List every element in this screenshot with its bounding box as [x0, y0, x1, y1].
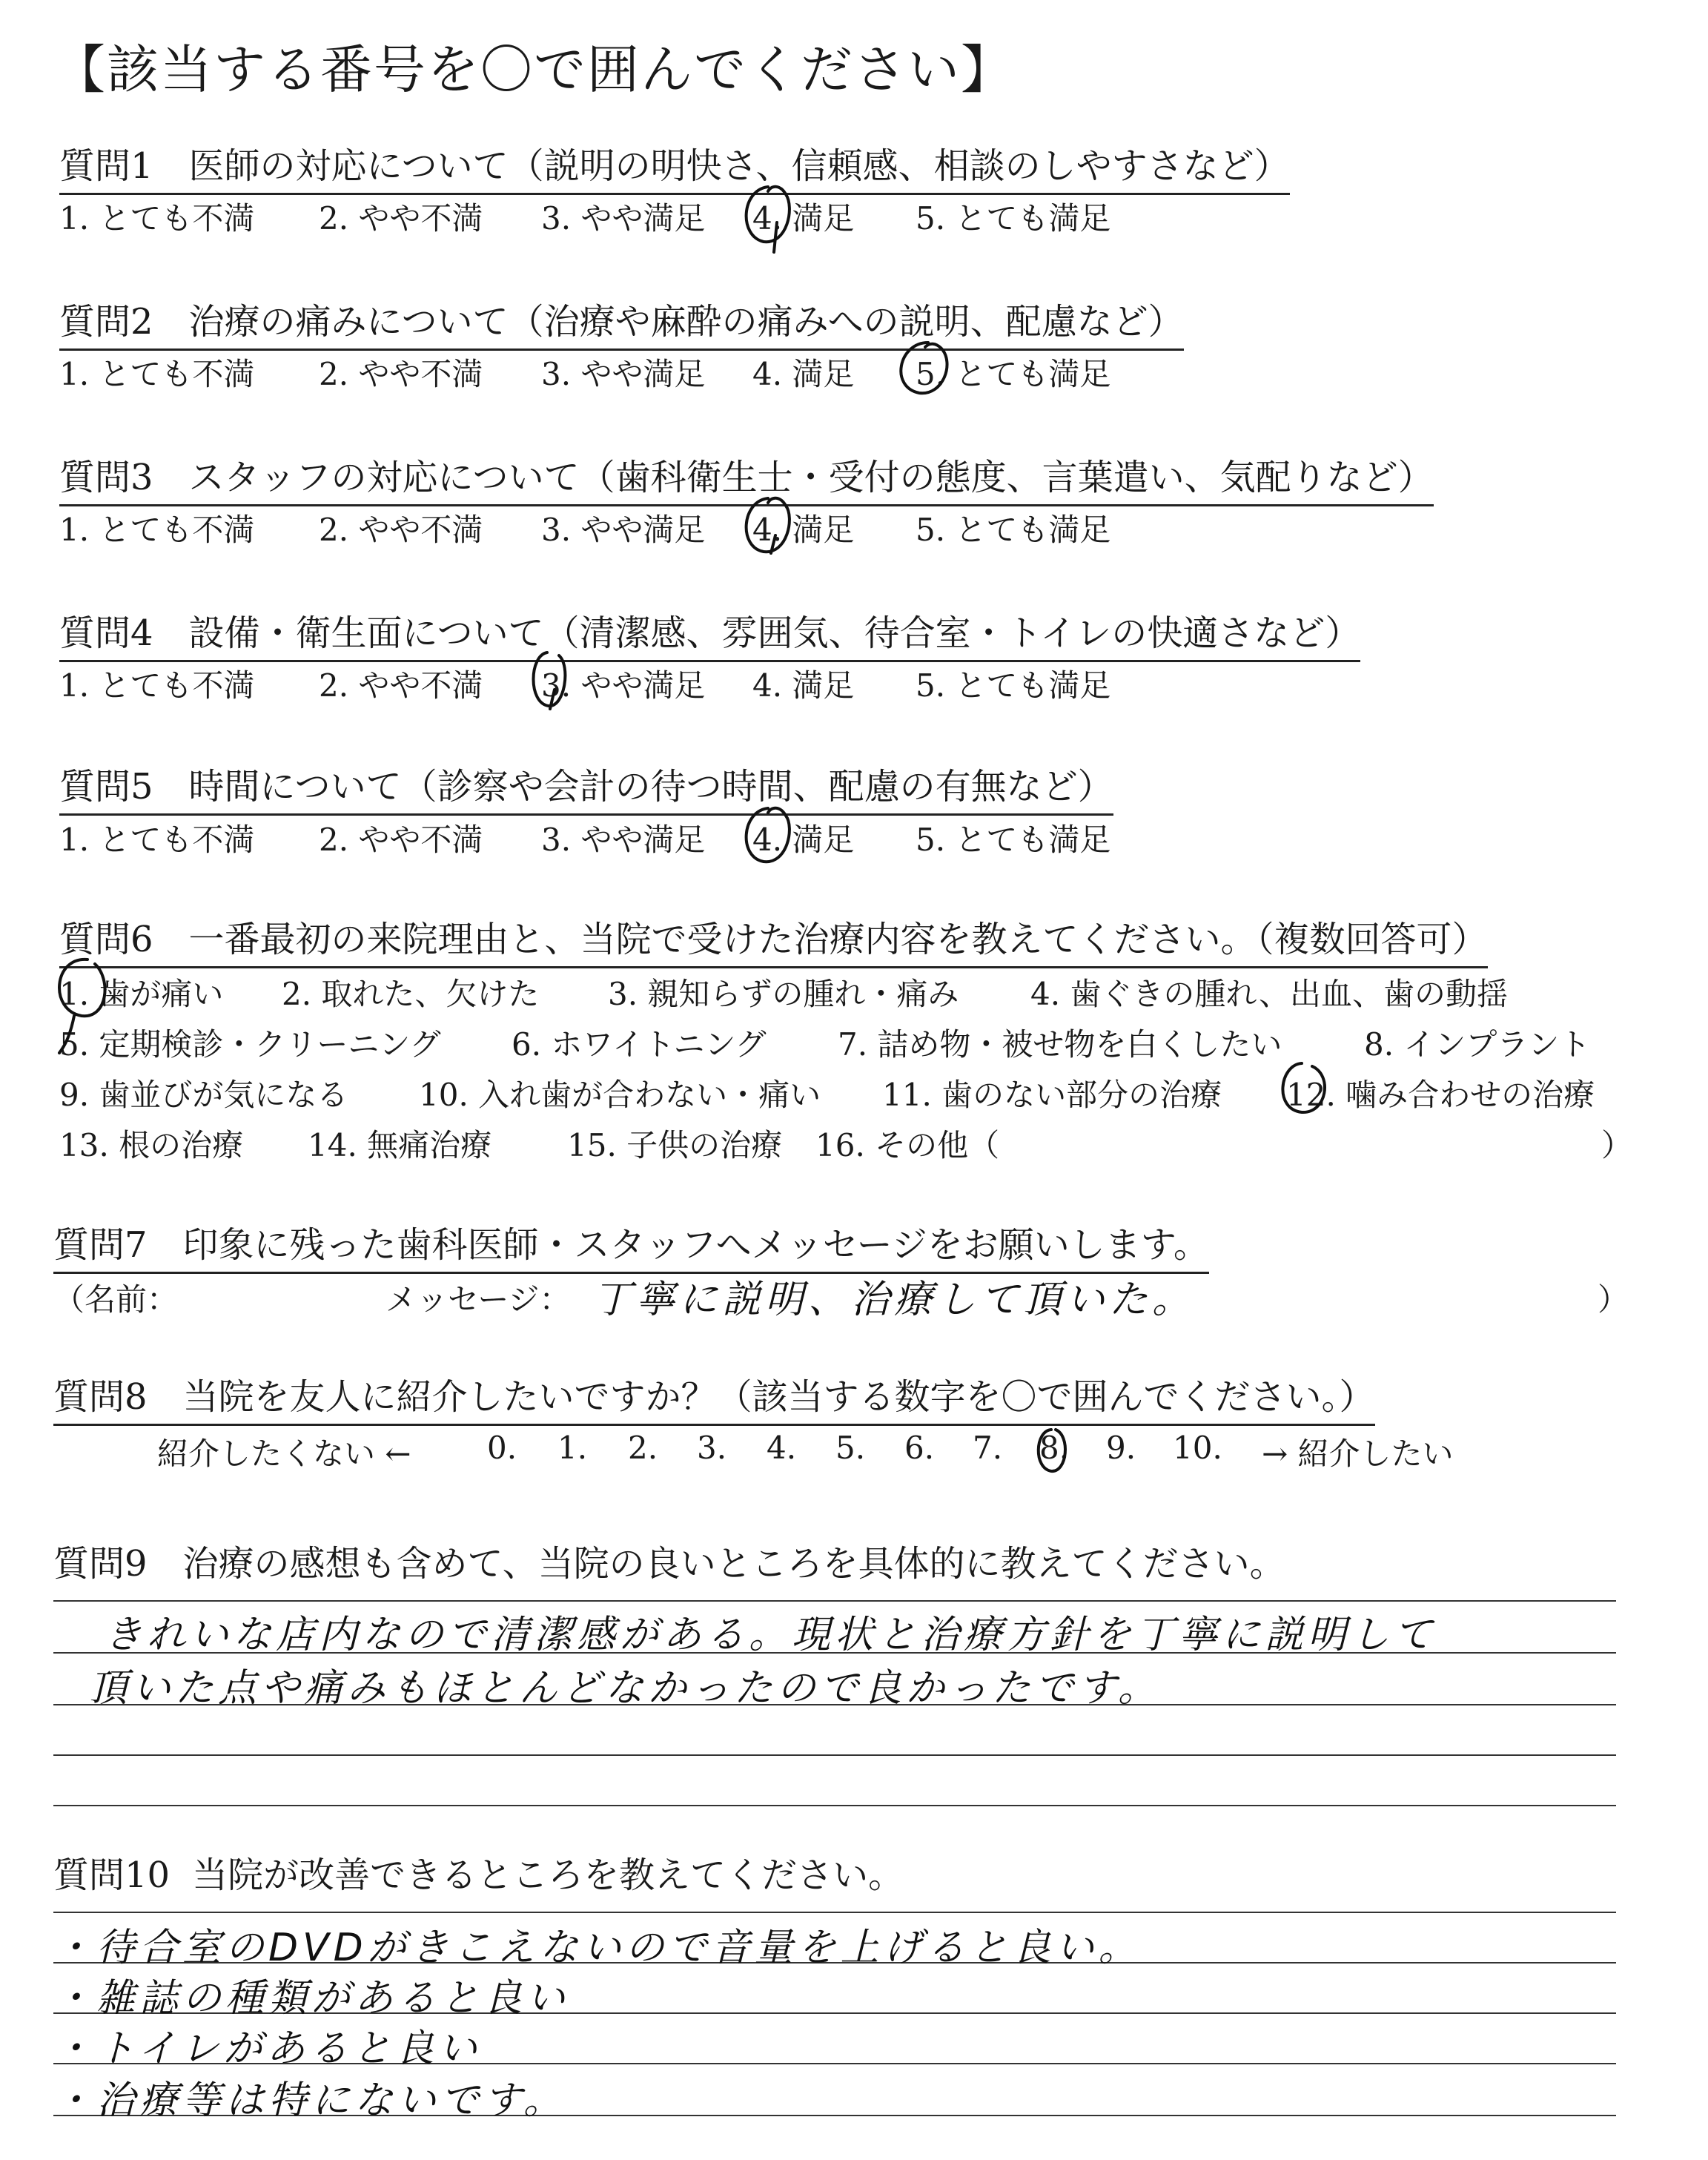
q10-answer-line-3: ・トイレがあると良い: [53, 2027, 482, 2071]
q5-selection-circle: [747, 808, 790, 862]
q5-option-1[interactable]: 1. とても不満: [59, 822, 255, 858]
q10-answer-line-4: ・治療等は特にないです。: [53, 2078, 566, 2123]
question-9-label: 質問9: [53, 1543, 148, 1585]
q1-selection-circle: [747, 187, 790, 252]
q8-score-6[interactable]: 6.: [904, 1430, 935, 1466]
q6-option-4[interactable]: 4. 歯ぐきの腫れ、出血、歯の動揺: [1030, 976, 1508, 1012]
q1-option-5[interactable]: 5. とても満足: [916, 200, 1111, 237]
question-4-text: 設備・衛生面について（清潔感、雰囲気、待合室・トイレの快適さなど）: [188, 612, 1361, 654]
q8-score-2[interactable]: 2.: [628, 1430, 658, 1466]
q4-option-4[interactable]: 4. 満足: [752, 667, 855, 704]
q8-score-9[interactable]: 9.: [1106, 1430, 1136, 1466]
q9-answer-line-2: 頂いた点や痛みもほとんどなかったので良かったです。: [89, 1666, 1161, 1711]
question-7-label: 質問7: [53, 1224, 148, 1266]
q9-answer-line-1: きれいな店内なので清潔感がある。現状と治療方針を丁寧に説明して: [104, 1613, 1437, 1657]
q7-name-label: （名前：: [53, 1281, 179, 1318]
q2-option-1[interactable]: 1. とても不満: [59, 356, 255, 392]
q1-option-3[interactable]: 3. やや満足: [541, 200, 706, 237]
q2-option-5[interactable]: 5. とても満足: [916, 356, 1111, 392]
q8-score-5[interactable]: 5.: [835, 1430, 866, 1466]
question-10-label: 質問10: [53, 1855, 171, 1896]
q8-selection-circle: [1039, 1430, 1065, 1471]
question-5-label: 質問5: [59, 766, 153, 807]
q6-option-3[interactable]: 3. 親知らずの腫れ・痛み: [608, 976, 959, 1012]
q8-score-4[interactable]: 4.: [767, 1430, 797, 1466]
q1-option-1[interactable]: 1. とても不満: [59, 200, 255, 237]
q8-score-3[interactable]: 3.: [697, 1430, 727, 1466]
q2-selection-circle: [901, 343, 947, 393]
question-1-label: 質問1: [59, 145, 153, 187]
q6-option-7[interactable]: 7. 詰め物・被せ物を白くしたい: [838, 1026, 1282, 1063]
question-3-text: スタッフの対応について（歯科衛生士・受付の態度、言葉遣い、気配りなど）: [188, 457, 1434, 498]
q6-option-5[interactable]: 5. 定期検診・クリーニング: [59, 1026, 441, 1063]
q6-option-15[interactable]: 15. 子供の治療: [567, 1127, 783, 1163]
q8-score-1[interactable]: 1.: [557, 1430, 588, 1466]
question-6-text: 一番最初の来院理由と、当院で受けた治療内容を教えてください。（複数回答可）: [188, 919, 1488, 960]
page-title: 【該当する番号を〇で囲んでください】: [53, 39, 1014, 100]
question-1-text: 医師の対応について（説明の明快さ、信頼感、相談のしやすさなど）: [188, 145, 1290, 187]
q6-option-13[interactable]: 13. 根の治療: [59, 1127, 244, 1163]
question-2-text: 治療の痛みについて（治療や麻酔の痛みへの説明、配慮など）: [188, 301, 1184, 343]
q2-option-3[interactable]: 3. やや満足: [541, 356, 706, 392]
q4-option-5[interactable]: 5. とても満足: [916, 667, 1111, 704]
q6-option-2[interactable]: 2. 取れた、欠けた: [282, 976, 540, 1012]
q6-option-6[interactable]: 6. ホワイトニング: [512, 1026, 767, 1063]
q6-option-1[interactable]: 1. 歯が痛い: [59, 976, 224, 1012]
q6-selection-circle-12: [1282, 1063, 1325, 1112]
q6-option-10[interactable]: 10. 入れ歯が合わない・痛い: [419, 1077, 821, 1113]
q7-message-handwritten: 丁寧に説明、治療して頂いた。: [593, 1278, 1196, 1322]
q4-option-2[interactable]: 2. やや不満: [319, 667, 483, 704]
q8-score-10[interactable]: 10.: [1173, 1430, 1222, 1466]
question-3-label: 質問3: [59, 457, 153, 498]
q5-option-2[interactable]: 2. やや不満: [319, 822, 483, 858]
q6-option-9[interactable]: 9. 歯並びが気になる: [59, 1077, 348, 1113]
q5-option-4[interactable]: 4. 満足: [752, 822, 855, 858]
q3-option-4[interactable]: 4. 満足: [752, 512, 855, 548]
q3-option-2[interactable]: 2. やや不満: [319, 512, 483, 548]
q1-option-4[interactable]: 4. 満足: [752, 200, 855, 237]
q1-option-2[interactable]: 2. やや不満: [319, 200, 483, 237]
question-10-text: 当院が改善できるところを教えてください。: [192, 1855, 904, 1896]
q3-option-5[interactable]: 5. とても満足: [916, 512, 1111, 548]
question-7-text: 印象に残った歯科医師・スタッフへメッセージをお願いします。: [182, 1224, 1209, 1266]
q10-answer-line-1: ・待合室のDVDがきこえないので音量を上げると良い。: [53, 1926, 1142, 1970]
q5-option-3[interactable]: 3. やや満足: [541, 822, 706, 858]
q3-option-1[interactable]: 1. とても不満: [59, 512, 255, 548]
q3-option-3[interactable]: 3. やや満足: [541, 512, 706, 548]
q8-score-7[interactable]: 7.: [973, 1430, 1003, 1466]
q4-selection-circle: [534, 653, 566, 709]
question-9-text: 治療の感想も含めて、当院の良いところを具体的に教えてください。: [182, 1543, 1285, 1585]
q4-option-1[interactable]: 1. とても不満: [59, 667, 255, 704]
q6-option-14[interactable]: 14. 無痛治療: [308, 1127, 492, 1163]
q7-close-paren: ）: [1598, 1281, 1629, 1318]
q6-other-close-paren: ）: [1601, 1127, 1633, 1163]
q3-selection-circle: [747, 498, 790, 553]
question-4-label: 質問4: [59, 612, 153, 654]
question-2-label: 質問2: [59, 301, 153, 343]
question-6-label: 質問6: [59, 919, 153, 960]
q6-option-16[interactable]: 16. その他（: [815, 1127, 1000, 1163]
q6-option-11[interactable]: 11. 歯のない部分の治療: [882, 1077, 1222, 1113]
q6-selection-circle-1: [59, 960, 105, 1053]
question-8-text: 当院を友人に紹介したいですか？（該当する数字を〇で囲んでください。）: [182, 1376, 1375, 1418]
q7-message-label: メッセージ：: [385, 1281, 571, 1318]
question-5-text: 時間について（診察や会計の待つ時間、配慮の有無など）: [188, 766, 1113, 807]
q6-option-8[interactable]: 8. インプラント: [1364, 1026, 1591, 1063]
q5-option-5[interactable]: 5. とても満足: [916, 822, 1111, 858]
q2-option-4[interactable]: 4. 満足: [752, 356, 855, 392]
q4-option-3[interactable]: 3. やや満足: [541, 667, 706, 704]
q2-option-2[interactable]: 2. やや不満: [319, 356, 483, 392]
q8-left-label: 紹介したくない ←: [157, 1436, 411, 1472]
q6-option-12[interactable]: 12. 噛み合わせの治療: [1286, 1077, 1595, 1113]
q8-score-8[interactable]: 8.: [1039, 1430, 1070, 1466]
question-8-label: 質問8: [53, 1376, 148, 1418]
q8-right-label: → 紹介したい: [1262, 1436, 1454, 1472]
q8-score-0[interactable]: 0.: [487, 1430, 517, 1466]
q10-answer-line-2: ・雑誌の種類があると良い: [53, 1976, 570, 2021]
